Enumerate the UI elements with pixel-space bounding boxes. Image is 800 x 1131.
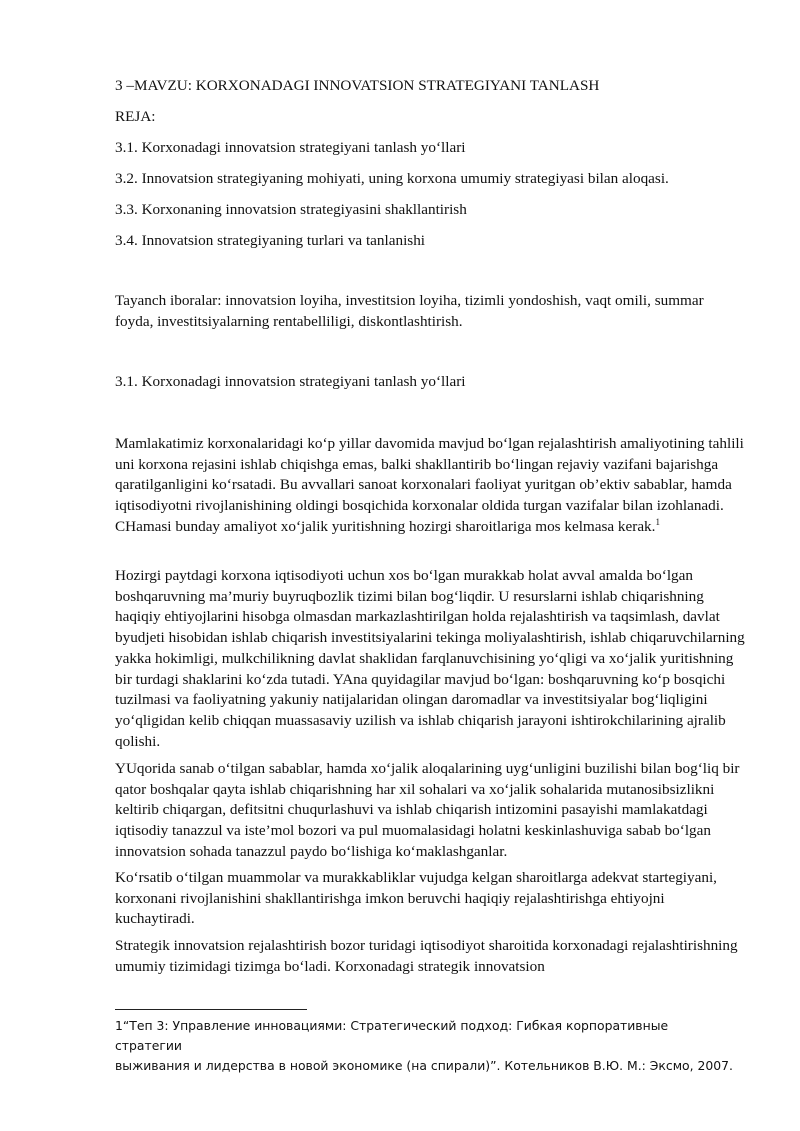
footnote-separator xyxy=(115,1009,307,1010)
paragraph xyxy=(115,434,745,538)
paragraph: Hozirgi paytdagi korxona iqtisodiyoti uchun xos bo‘lgan murakkab holat avval amalda bo‘lgan boshqaruvning ma’muriy buyruqbozlik tizimi bilan bog‘liqdir. U resurslarni ishlab chiqarishning haqiqiy ehtiyojlarini hisobga olmasdan markazlashtirilgan holda rejalashtirish va taqsimlash, davlat byudjeti hisobidan ishlab chiqarish investitsiyalarini tekinga moliyalashtirish, ishlab chiqaruvchilarning yakka hokimligi, mulkchilikning davlat shaklidan farqlanuvchisining yo‘qligi va xo‘jalik yuritishning bir turdagi shaklarini ko‘zda tutadi. YAna quyidagilar mavjud bo‘lgan: boshqaruvning ko‘p bosqichi tuzilmasi va faoliyatning yakuniy natijalaridan olingan daromadlar va investitsiyalar bog‘liqligini yo‘qligidan kelib chiqqan muassasaviy uzilish va ishlab chiqarish jarayoni ishtirokchilarining ajralib qolishi. xyxy=(115,567,745,750)
page-title: 3 –MAVZU: KORXONADAGI INNOVATSION STRATEGIYANI TANLASH xyxy=(115,77,600,94)
plan-item: 3.3. Korxonaning innovatsion strategiyasini shakllantirish xyxy=(115,201,467,218)
section-heading: 3.1. Korxonadagi innovatsion strategiyani tanlash yo‘llari xyxy=(115,373,466,390)
footnote xyxy=(115,1016,735,1076)
plan-item: 3.1. Korxonadagi innovatsion strategiyani tanlash yo‘llari xyxy=(115,139,466,156)
plan-item: 3.2. Innovatsion strategiyaning mohiyati, uning korxona umumiy strategiyasi bilan aloqasi. xyxy=(115,170,669,187)
paragraph: Ko‘rsatib o‘tilgan muammolar va murakkabliklar vujudga kelgan sharoitlarga adekvat startegiyani, korxonani rivojlanishini shakllantirishga imkon beruvchi haqiqiy rejalashtirishga ehtiyojni kuchaytiradi. xyxy=(115,869,717,928)
plan-label: REJA: xyxy=(115,108,156,125)
footnote-line: 1“Теп 3: Управление инновациями: Стратегический подход: Гибкая корпоративные стратегии xyxy=(115,1018,669,1053)
footnote-line: выживания и лидерства в новой экономике (на спирали)”. Котельников В.Ю. М.: Эксмо, 2007. xyxy=(115,1058,733,1073)
paragraph: YUqorida sanab o‘tilgan sabablar, hamda xo‘jalik aloqalarining uyg‘unligini buzilishi bilan bog‘liq bir qator boshqalar qayta ishlab chiqarishning har xil sohalari va xo‘jalik sohalarida mutanosibsizlikni keltirib chiqargan, defitsitni chuqurlashuvi va ishlab chiqarish intizomini pasayishi mamlakatdagi iqtisodiy tanazzul va iste’mol bozori va pul muomalasidagi holatni keskinlashuviga sabab bo‘lgan innovatsion sohada tanazzul paydo bo‘lishiga ko‘maklashganlar. xyxy=(115,760,740,860)
keywords-line: Tayanch iboralar: innovatsion loyiha, investitsion loyiha, tizimli yondoshish, vaqt omili, summar xyxy=(115,292,704,309)
paragraph-text: Mamlakatimiz korxonalaridagi ko‘p yillar davomida mavjud bo‘lgan rejalashtirish amaliyotining tahlili uni korxona rejasini ishlab chiqishga emas, balki shakllantirib bo‘lingan rejaviy vazifani bajarishga qaratilganligini ko‘rsatadi. Bu avvallari sanoat korxonalari faoliyat yuritgan ob’ektiv sabablar, hamda iqtisodiyotni rivojlanishining oldingi bosqichida korxonalar oldida turgan vazifalar bilan izohlanadi. CHamasi bunday amaliyot xo‘jalik yuritishning hozirgi sharoitlariga mos kelmasa kerak. xyxy=(115,435,744,535)
plan-item: 3.4. Innovatsion strategiyaning turlari va tanlanishi xyxy=(115,232,426,249)
paragraph: Strategik innovatsion rejalashtirish bozor turidagi iqtisodiyot sharoitida korxonadagi rejalashtirishning umumiy tizimidagi tizimga bo‘ladi. Korxonadagi strategik innovatsion xyxy=(115,937,738,975)
keywords-line: foyda, investitsiyalarning rentabelliligi, diskontlashtirish. xyxy=(115,313,463,330)
footnote-mark[interactable]: 1 xyxy=(655,516,660,527)
